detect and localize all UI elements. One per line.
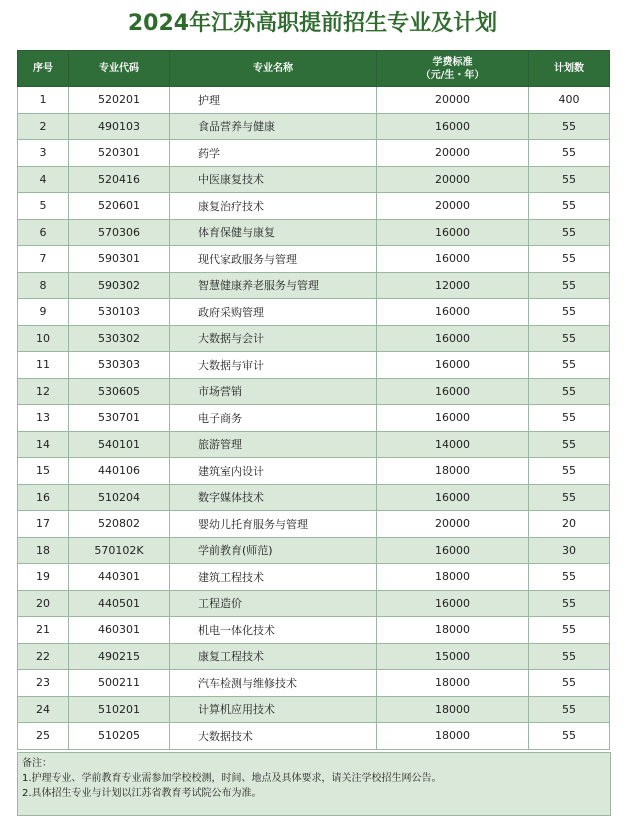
cell-seq: 12	[18, 378, 69, 405]
cell-plan: 55	[529, 140, 610, 167]
table-body	[18, 87, 610, 750]
cell-plan: 30	[529, 537, 610, 564]
cell-fee: 20000	[377, 87, 529, 114]
cell-seq: 18	[18, 537, 69, 564]
cell-seq: 1	[18, 87, 69, 114]
cell-code: 490215	[69, 643, 170, 670]
table-row	[18, 590, 610, 617]
cell-code: 440501	[69, 590, 170, 617]
cell-code: 440106	[69, 458, 170, 485]
cell-name: 婴幼儿托育服务与管理	[170, 511, 377, 538]
table-row	[18, 113, 610, 140]
cell-name: 旅游管理	[170, 431, 377, 458]
table-row	[18, 246, 610, 273]
cell-name: 计算机应用技术	[170, 696, 377, 723]
header-fee-line2: （元/生・年）	[420, 69, 485, 81]
cell-code: 490103	[69, 113, 170, 140]
cell-plan: 55	[529, 564, 610, 591]
cell-plan: 55	[529, 246, 610, 273]
cell-name: 中医康复技术	[170, 166, 377, 193]
cell-seq: 22	[18, 643, 69, 670]
table-row	[18, 272, 610, 299]
cell-code: 520301	[69, 140, 170, 167]
enrollment-table-container	[17, 50, 609, 750]
cell-name: 大数据与会计	[170, 325, 377, 352]
cell-fee: 16000	[377, 113, 529, 140]
cell-seq: 17	[18, 511, 69, 538]
cell-seq: 2	[18, 113, 69, 140]
table-row	[18, 87, 610, 114]
notes-heading: 备注：	[22, 758, 52, 769]
cell-name: 机电一体化技术	[170, 617, 377, 644]
cell-code: 530605	[69, 378, 170, 405]
cell-plan: 55	[529, 299, 610, 326]
cell-code: 570306	[69, 219, 170, 246]
cell-name: 建筑工程技术	[170, 564, 377, 591]
cell-seq: 10	[18, 325, 69, 352]
cell-fee: 16000	[377, 299, 529, 326]
header-code: 专业代码	[69, 51, 170, 87]
header-seq: 序号	[18, 51, 69, 87]
cell-seq: 4	[18, 166, 69, 193]
table-row	[18, 458, 610, 485]
table-row	[18, 670, 610, 697]
cell-fee: 16000	[377, 405, 529, 432]
cell-code: 520802	[69, 511, 170, 538]
cell-plan: 55	[529, 405, 610, 432]
notes-box	[17, 752, 611, 816]
cell-code: 440301	[69, 564, 170, 591]
table-row	[18, 325, 610, 352]
cell-code: 500211	[69, 670, 170, 697]
cell-fee: 20000	[377, 511, 529, 538]
cell-name: 建筑室内设计	[170, 458, 377, 485]
cell-seq: 19	[18, 564, 69, 591]
cell-name: 药学	[170, 140, 377, 167]
cell-seq: 25	[18, 723, 69, 750]
cell-seq: 13	[18, 405, 69, 432]
cell-plan: 55	[529, 696, 610, 723]
cell-name: 康复工程技术	[170, 643, 377, 670]
cell-code: 460301	[69, 617, 170, 644]
cell-name: 汽车检测与维修技术	[170, 670, 377, 697]
cell-name: 护理	[170, 87, 377, 114]
cell-code: 510205	[69, 723, 170, 750]
cell-name: 康复治疗技术	[170, 193, 377, 220]
cell-code: 590302	[69, 272, 170, 299]
cell-fee: 18000	[377, 564, 529, 591]
cell-plan: 55	[529, 431, 610, 458]
header-fee-line1: 学费标准	[432, 56, 473, 68]
cell-plan: 55	[529, 458, 610, 485]
cell-name: 智慧健康养老服务与管理	[170, 272, 377, 299]
cell-plan: 55	[529, 670, 610, 697]
table-row	[18, 431, 610, 458]
cell-name: 大数据与审计	[170, 352, 377, 379]
table-row	[18, 537, 610, 564]
cell-code: 540101	[69, 431, 170, 458]
notes-item-2: 2.具体招生专业与计划以江苏省教育考试院公布为准。	[22, 788, 262, 799]
table-row	[18, 643, 610, 670]
cell-seq: 24	[18, 696, 69, 723]
cell-name: 市场营销	[170, 378, 377, 405]
cell-code: 530103	[69, 299, 170, 326]
cell-seq: 7	[18, 246, 69, 273]
page-title: 2024年江苏高职提前招生专业及计划	[127, 11, 498, 36]
table-row	[18, 564, 610, 591]
table-row	[18, 405, 610, 432]
cell-fee: 16000	[377, 352, 529, 379]
cell-seq: 15	[18, 458, 69, 485]
header-name: 专业名称	[170, 51, 377, 87]
cell-name: 大数据技术	[170, 723, 377, 750]
cell-plan: 55	[529, 617, 610, 644]
cell-fee: 16000	[377, 325, 529, 352]
cell-plan: 20	[529, 511, 610, 538]
cell-fee: 16000	[377, 537, 529, 564]
notes-item-1: 1.护理专业、学前教育专业需参加学校校测，时间、地点及具体要求，请关注学校招生网公告。	[22, 773, 442, 784]
cell-seq: 5	[18, 193, 69, 220]
cell-name: 工程造价	[170, 590, 377, 617]
table-row	[18, 484, 610, 511]
cell-plan: 55	[529, 352, 610, 379]
cell-code: 520416	[69, 166, 170, 193]
cell-code: 520601	[69, 193, 170, 220]
cell-seq: 20	[18, 590, 69, 617]
table-row	[18, 166, 610, 193]
table-row	[18, 511, 610, 538]
cell-code: 520201	[69, 87, 170, 114]
cell-plan: 55	[529, 378, 610, 405]
cell-fee: 18000	[377, 696, 529, 723]
cell-code: 510201	[69, 696, 170, 723]
cell-seq: 8	[18, 272, 69, 299]
cell-fee: 18000	[377, 617, 529, 644]
cell-name: 数字媒体技术	[170, 484, 377, 511]
cell-plan: 55	[529, 723, 610, 750]
cell-name: 电子商务	[170, 405, 377, 432]
cell-fee: 12000	[377, 272, 529, 299]
cell-name: 体育保健与康复	[170, 219, 377, 246]
cell-code: 530701	[69, 405, 170, 432]
cell-code: 590301	[69, 246, 170, 273]
cell-plan: 55	[529, 272, 610, 299]
cell-fee: 15000	[377, 643, 529, 670]
table-row	[18, 140, 610, 167]
cell-name: 现代家政服务与管理	[170, 246, 377, 273]
cell-fee: 16000	[377, 378, 529, 405]
cell-plan: 400	[529, 87, 610, 114]
cell-seq: 23	[18, 670, 69, 697]
cell-plan: 55	[529, 219, 610, 246]
cell-seq: 3	[18, 140, 69, 167]
header-plan: 计划数	[529, 51, 610, 87]
table-row	[18, 219, 610, 246]
cell-fee: 16000	[377, 246, 529, 273]
cell-seq: 11	[18, 352, 69, 379]
cell-seq: 21	[18, 617, 69, 644]
header-fee	[377, 51, 529, 87]
cell-seq: 9	[18, 299, 69, 326]
table-row	[18, 193, 610, 220]
table-header-row	[18, 51, 610, 87]
cell-plan: 55	[529, 590, 610, 617]
cell-seq: 14	[18, 431, 69, 458]
cell-plan: 55	[529, 193, 610, 220]
table-row	[18, 299, 610, 326]
cell-fee: 18000	[377, 723, 529, 750]
table-row	[18, 617, 610, 644]
cell-fee: 16000	[377, 590, 529, 617]
cell-plan: 55	[529, 325, 610, 352]
cell-name: 食品营养与健康	[170, 113, 377, 140]
cell-seq: 6	[18, 219, 69, 246]
enrollment-table	[17, 50, 610, 750]
cell-code: 530302	[69, 325, 170, 352]
cell-code: 510204	[69, 484, 170, 511]
cell-plan: 55	[529, 166, 610, 193]
cell-plan: 55	[529, 113, 610, 140]
cell-plan: 55	[529, 484, 610, 511]
cell-fee: 14000	[377, 431, 529, 458]
cell-fee: 18000	[377, 670, 529, 697]
cell-name: 政府采购管理	[170, 299, 377, 326]
cell-fee: 20000	[377, 140, 529, 167]
table-row	[18, 352, 610, 379]
cell-plan: 55	[529, 643, 610, 670]
cell-fee: 16000	[377, 219, 529, 246]
cell-seq: 16	[18, 484, 69, 511]
table-row	[18, 696, 610, 723]
cell-code: 570102K	[69, 537, 170, 564]
cell-code: 530303	[69, 352, 170, 379]
cell-name: 学前教育(师范)	[170, 537, 377, 564]
cell-fee: 20000	[377, 193, 529, 220]
cell-fee: 16000	[377, 484, 529, 511]
table-row	[18, 378, 610, 405]
table-row	[18, 723, 610, 750]
cell-fee: 20000	[377, 166, 529, 193]
cell-fee: 18000	[377, 458, 529, 485]
